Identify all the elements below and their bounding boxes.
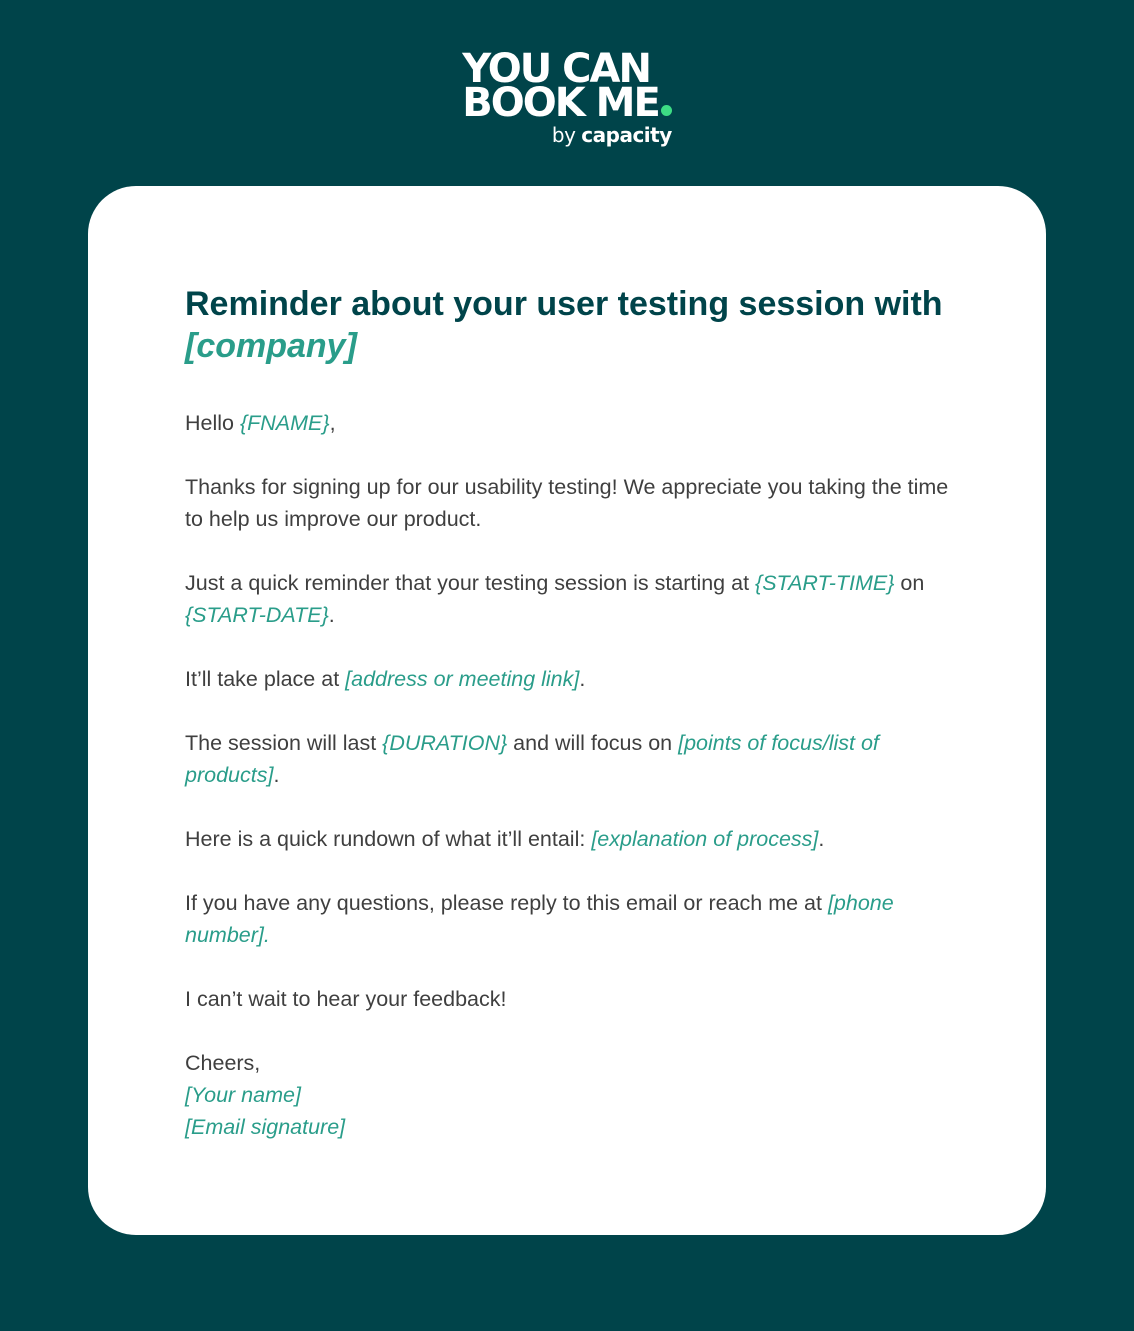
logo-by-text: by bbox=[551, 123, 576, 147]
email-content bbox=[185, 283, 955, 1143]
process-placeholder: [explanation of process] bbox=[591, 827, 819, 851]
place-paragraph bbox=[185, 663, 955, 695]
place-text: It’ll take place at bbox=[185, 667, 346, 691]
closing-paragraph: I can’t wait to hear your feedback! bbox=[185, 987, 507, 1011]
title-text: Reminder about your user testing session with bbox=[185, 285, 943, 323]
email-card bbox=[88, 186, 1046, 1235]
thanks-paragraph: Thanks for signing up for our usability testing! We appreciate you taking the time to help us improve our product. bbox=[185, 475, 949, 531]
rundown-paragraph bbox=[185, 823, 955, 855]
fname-placeholder: {FNAME} bbox=[239, 411, 330, 435]
duration-placeholder: {DURATION} bbox=[382, 731, 508, 755]
duration-end: . bbox=[273, 763, 280, 787]
email-signature-placeholder: [Email signature] bbox=[185, 1115, 346, 1139]
duration-middle: and will focus on bbox=[507, 731, 679, 755]
duration-text: The session will last bbox=[185, 731, 383, 755]
address-placeholder: [address or meeting link] bbox=[345, 667, 580, 691]
reminder-on: on bbox=[894, 571, 925, 595]
questions-paragraph bbox=[185, 887, 955, 951]
start-date-placeholder: {START-DATE} bbox=[185, 603, 329, 627]
reminder-end: . bbox=[328, 603, 335, 627]
your-name-placeholder: [Your name] bbox=[185, 1083, 301, 1107]
email-title bbox=[185, 283, 955, 367]
brand-logo bbox=[0, 46, 1134, 148]
title-company-placeholder: [company] bbox=[185, 327, 357, 365]
greeting-hello: Hello bbox=[185, 411, 240, 435]
rundown-text: Here is a quick rundown of what it’ll entail: bbox=[185, 827, 592, 851]
reminder-paragraph bbox=[185, 567, 955, 631]
logo-line-1: YOU CAN bbox=[462, 46, 650, 92]
focus-placeholder: [points of focus/list of products] bbox=[185, 731, 879, 787]
place-end: . bbox=[579, 667, 586, 691]
logo-line-2 bbox=[462, 80, 672, 126]
signature-block bbox=[185, 1047, 955, 1143]
logo-brand-text: capacity bbox=[581, 123, 672, 147]
greeting-comma: , bbox=[329, 411, 336, 435]
signoff-text: Cheers, bbox=[185, 1051, 261, 1075]
logo-dot-icon bbox=[661, 105, 672, 116]
reminder-text: Just a quick reminder that your testing session is starting at bbox=[185, 571, 756, 595]
greeting-paragraph bbox=[185, 407, 955, 439]
logo-line-2-text: BOOK ME bbox=[462, 80, 659, 126]
phone-placeholder: [phone number]. bbox=[185, 891, 894, 947]
duration-paragraph bbox=[185, 727, 955, 791]
rundown-end: . bbox=[818, 827, 825, 851]
start-time-placeholder: {START-TIME} bbox=[755, 571, 895, 595]
questions-text: If you have any questions, please reply to this email or reach me at bbox=[185, 891, 828, 915]
